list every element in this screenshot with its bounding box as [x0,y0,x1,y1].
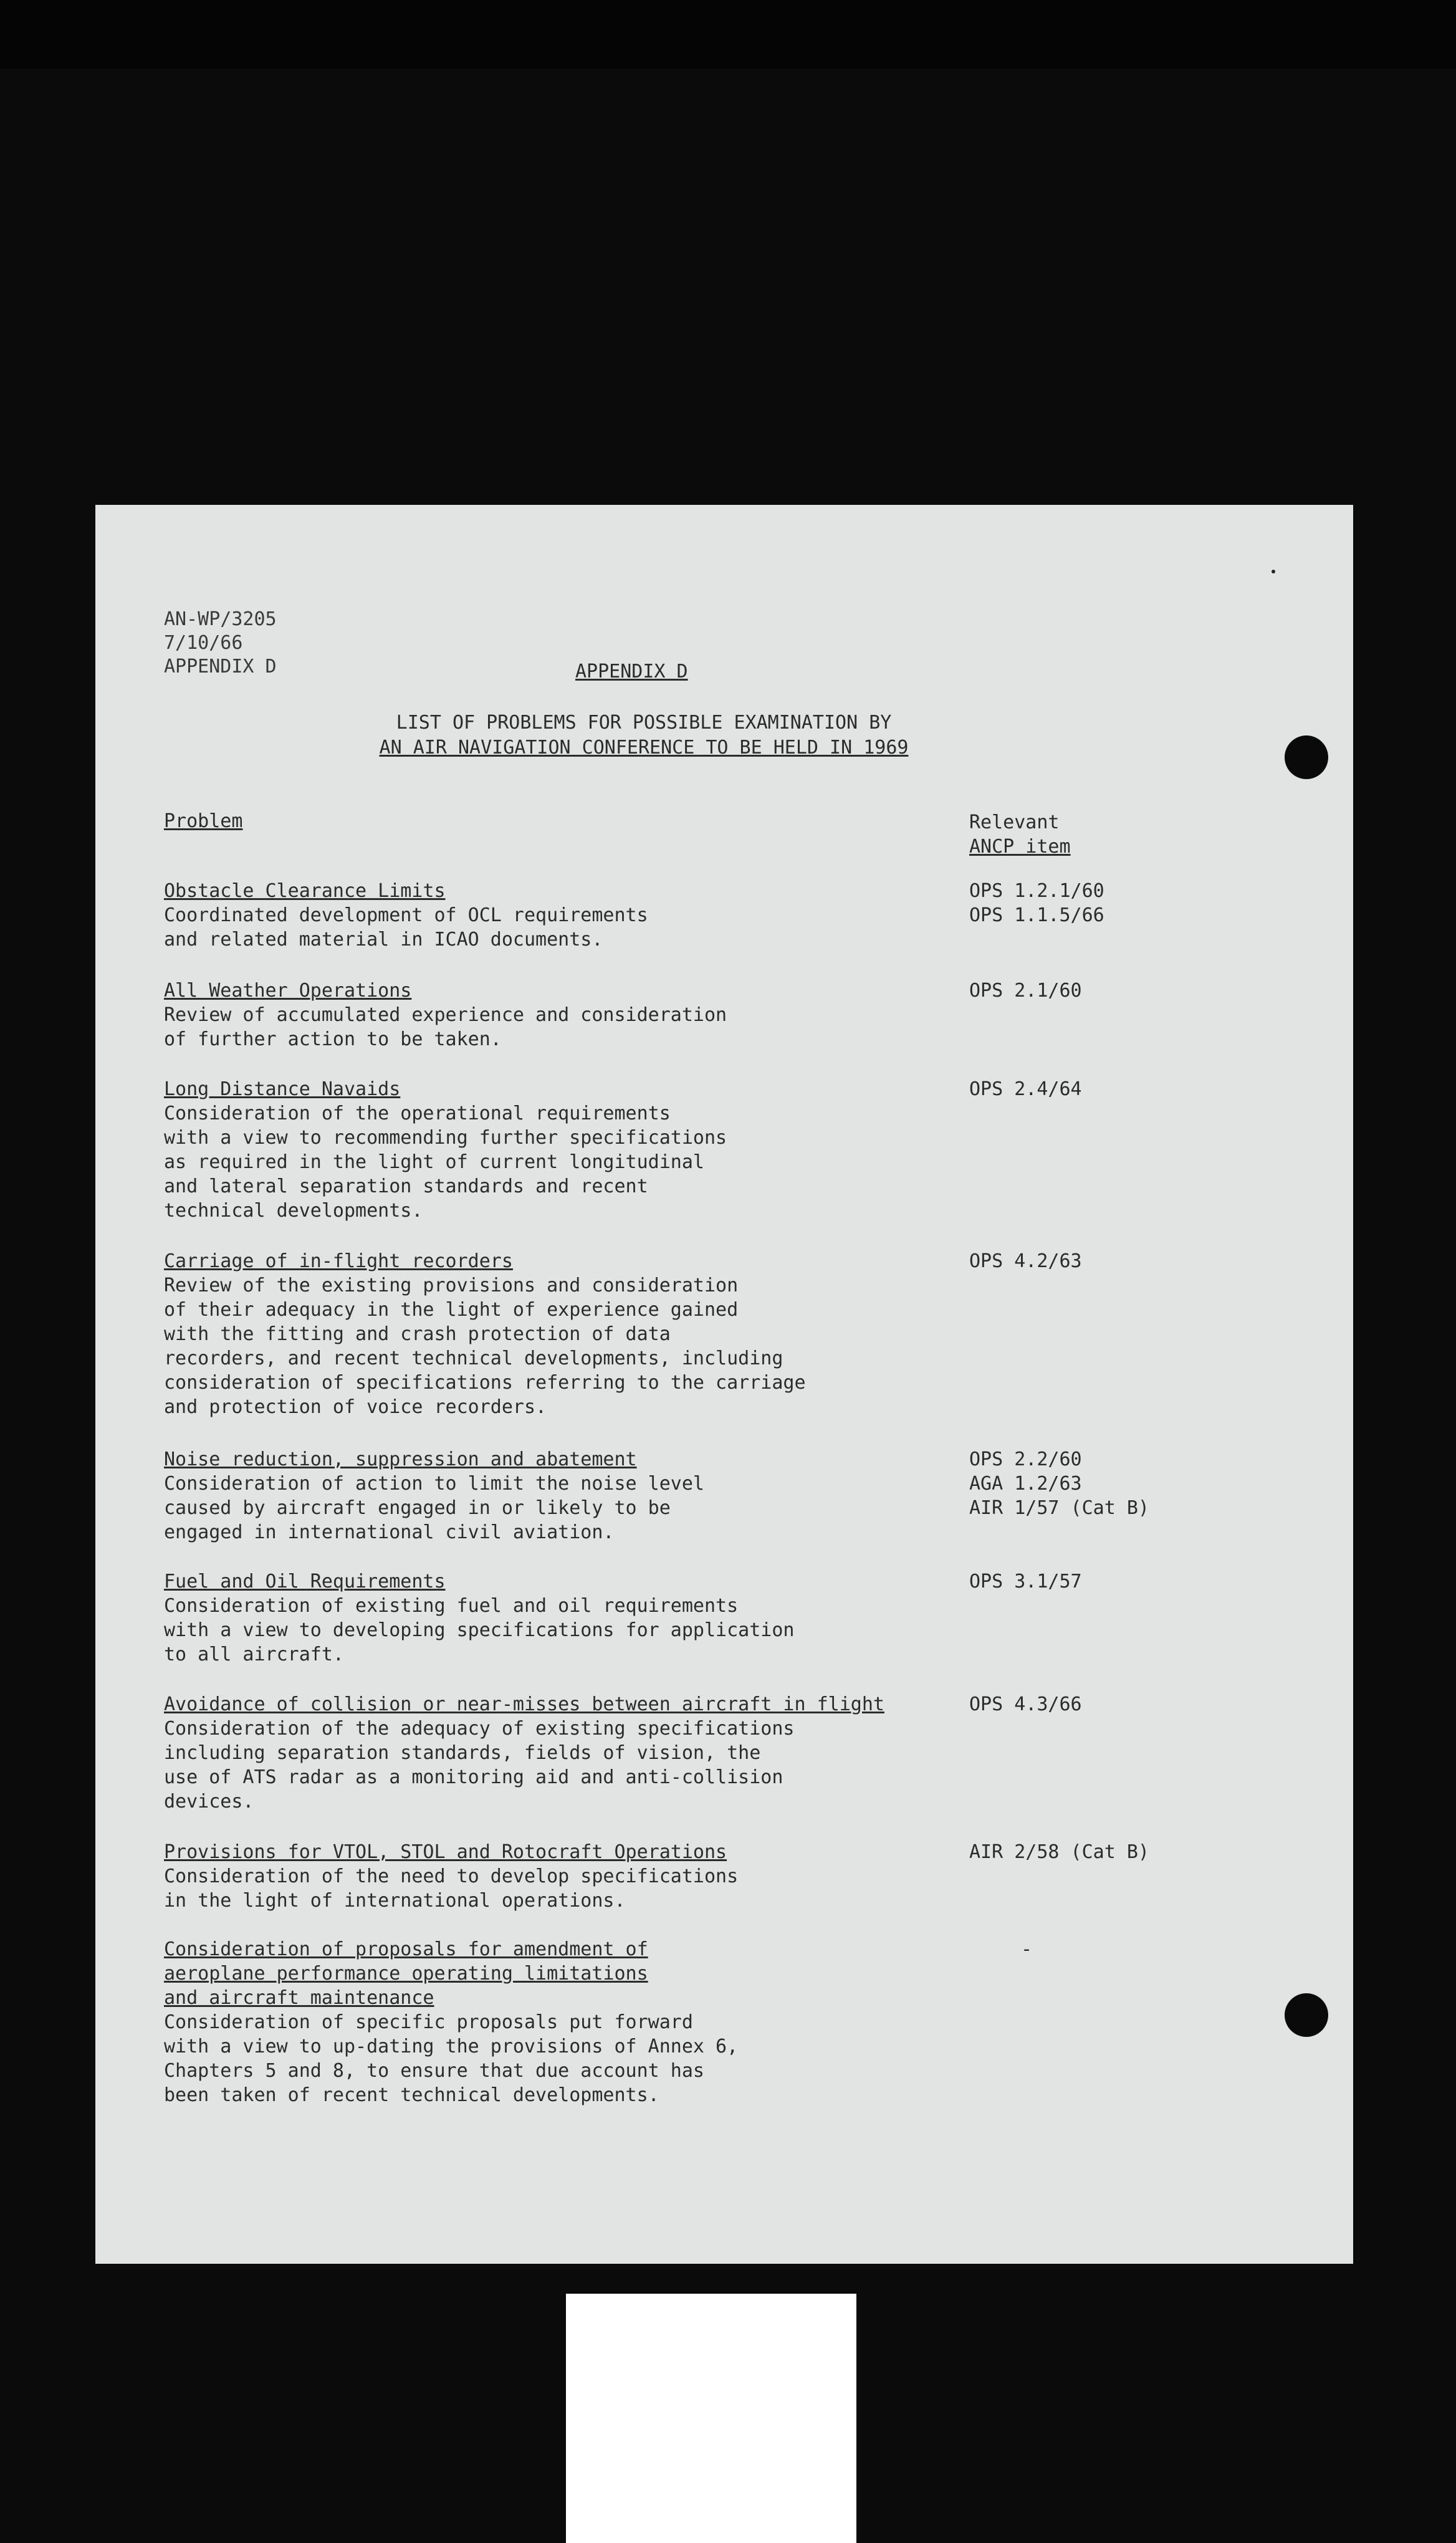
problem-heading: Noise reduction, suppression and abatement [164,1449,637,1470]
ancp-reference: OPS 2.2/60 AGA 1.2/63 AIR 1/57 (Cat B) [969,1449,1149,1519]
document-reference [164,608,277,679]
problem-item [164,979,1074,1051]
ref-line: APPENDIX D [164,656,277,678]
problem-description: Review of accumulated experience and consideration of further action to be taken. [164,1004,727,1050]
ancp-reference: OPS 4.2/63 [969,1250,1082,1272]
problem-heading: Provisions for VTOL, STOL and Rotocraft Operations [164,1841,727,1863]
page-title: APPENDIX D [575,661,688,682]
speck [1272,570,1275,573]
problem-description: Consideration of existing fuel and oil requirements with a view to developing specifications for application to all aircraft. [164,1595,795,1665]
ancp-reference: OPS 4.3/66 [969,1693,1082,1715]
ancp-reference: AIR 2/58 (Cat B) [969,1841,1149,1863]
problem-item [164,1447,1074,1544]
scan-white-patch [566,2294,856,2543]
problem-description: Consideration of the operational requirements with a view to recommending further specifications as required in the light of current longitudinal and lateral separation standards and recent technical developments. [164,1103,727,1222]
ancp-reference: OPS 3.1/57 [969,1571,1082,1592]
relevant-header-line-1: Relevant [969,812,1060,833]
problem-heading: Obstacle Clearance Limits [164,880,446,902]
problem-description: Consideration of the need to develop specifications in the light of international operations. [164,1865,739,1912]
ancp-reference: - [1021,1938,1033,1960]
scan-border [0,0,1456,69]
relevant-header-line-2: ANCP item [969,836,1071,858]
ancp-reference: OPS 2.1/60 [969,980,1082,1002]
problem-item [164,1840,1074,1913]
problem-description: Coordinated development of OCL requirements and related material in ICAO documents. [164,904,648,951]
punch-hole [1285,735,1328,779]
problem-item [164,1249,1074,1419]
document-page [95,505,1353,2264]
punch-hole [1285,1993,1328,2037]
problem-description: Consideration of action to limit the noise level caused by aircraft engaged in or likely to be engaged in international civil aviation. [164,1473,704,1543]
problem-item [164,1692,1074,1814]
problem-heading: All Weather Operations [164,980,412,1002]
problem-item [164,1937,1074,2107]
ancp-reference: OPS 1.2.1/60 OPS 1.1.5/66 [969,880,1104,926]
problem-heading: Carriage of in-flight recorders [164,1250,513,1272]
problem-heading: Long Distance Navaids [164,1078,401,1100]
problem-description: Consideration of the adequacy of existing specifications including separation standards, fields of vision, the use of ATS radar as a monitoring aid and anti-collision devices. [164,1718,795,1813]
ancp-reference: OPS 2.4/64 [969,1078,1082,1100]
problem-heading: Fuel and Oil Requirements [164,1571,446,1592]
subtitle-line-2: AN AIR NAVIGATION CONFERENCE TO BE HELD IN 1969 [379,737,909,759]
subtitle-line-1: LIST OF PROBLEMS FOR POSSIBLE EXAMINATION BY [396,712,892,734]
relevant-column-header [969,810,1071,859]
problem-heading: Avoidance of collision or near-misses between aircraft in flight [164,1693,884,1715]
problem-column-header: Problem [164,810,243,832]
problem-description: Review of the existing provisions and consideration of their adequacy in the light of experience gained with the fitting and crash protection of data recorders, and recent technical developments, including consideration of specifications referring to the carriage and protection of voice recorders. [164,1275,806,1418]
problem-item [164,1569,1074,1667]
problem-item [164,1077,1074,1223]
problem-heading: Consideration of proposals for amendment of aeroplane performance operating limitations and aircraft maintenance [164,1938,648,2009]
ref-line: 7/10/66 [164,632,243,654]
problem-description: Consideration of specific proposals put forward with a view to up-dating the provisions of Annex 6, Chapters 5 and 8, to ensure that due account has been taken of recent technical developments. [164,2011,739,2106]
problem-item [164,879,1074,952]
page-subtitle [301,711,987,760]
ref-line: AN-WP/3205 [164,608,277,630]
